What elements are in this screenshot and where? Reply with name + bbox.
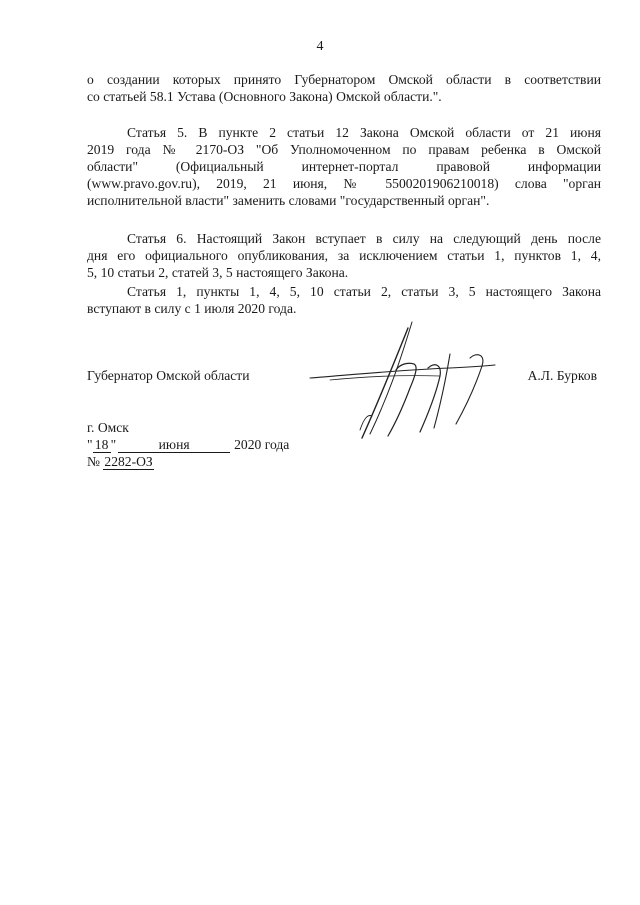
signature-row <box>87 367 601 387</box>
date-line: " 18 " июня 2020 года <box>87 437 290 452</box>
date-day: 18 <box>93 438 111 453</box>
text-line: (www.pravo.gov.ru), 2019, 21 июня, № 5500201906210018) слова "орган <box>87 176 601 191</box>
text-line: Статья 5. В пункте 2 статьи 12 Закона Омской области от 21 июня <box>127 125 601 140</box>
law-number: 2282-ОЗ <box>104 454 153 469</box>
text-line: со статьей 58.1 Устава (Основного Закона) Омской области.". <box>87 89 442 104</box>
place-date-block <box>87 419 387 470</box>
text-line: вступают в силу с 1 июля 2020 года. <box>87 301 297 316</box>
text-line: исполнительной власти" заменить словами "государственный орган". <box>87 193 490 208</box>
article-6-paragraph <box>87 230 601 281</box>
article-5-paragraph <box>87 124 601 209</box>
text-line: области" (Официальный интернет-портал правовой информации <box>87 159 601 174</box>
continuation-paragraph <box>87 71 601 105</box>
text-line: Статья 6. Настоящий Закон вступает в силу на следующий день после <box>127 231 601 246</box>
text-line: 5, 10 статьи 2, статей 3, 5 настоящего Закона. <box>87 265 349 280</box>
date-month: июня <box>118 438 230 453</box>
article-6-second-paragraph <box>87 283 601 317</box>
text-line: 2019 года № 2170-ОЗ "Об Уполномоченном по правам ребенка в Омской <box>87 142 601 157</box>
page-number: 4 <box>316 39 324 54</box>
signatory-name: А.Л. Бурков <box>527 368 597 383</box>
city: г. Омск <box>87 420 129 435</box>
number-prefix: № <box>87 454 100 469</box>
law-number-line <box>87 453 387 470</box>
text-line: дня его официального опубликования, за исключением статьи 1, пунктов 1, 4, <box>87 248 601 263</box>
text-line: Статья 1, пункты 1, 4, 5, 10 статьи 2, статьи 3, 5 настоящего Закона <box>127 284 601 299</box>
date-year: 2020 года <box>234 437 290 452</box>
signatory-position: Губернатор Омской области <box>87 368 250 383</box>
text-line: о создании которых принято Губернатором Омской области в соответствии <box>87 72 601 87</box>
